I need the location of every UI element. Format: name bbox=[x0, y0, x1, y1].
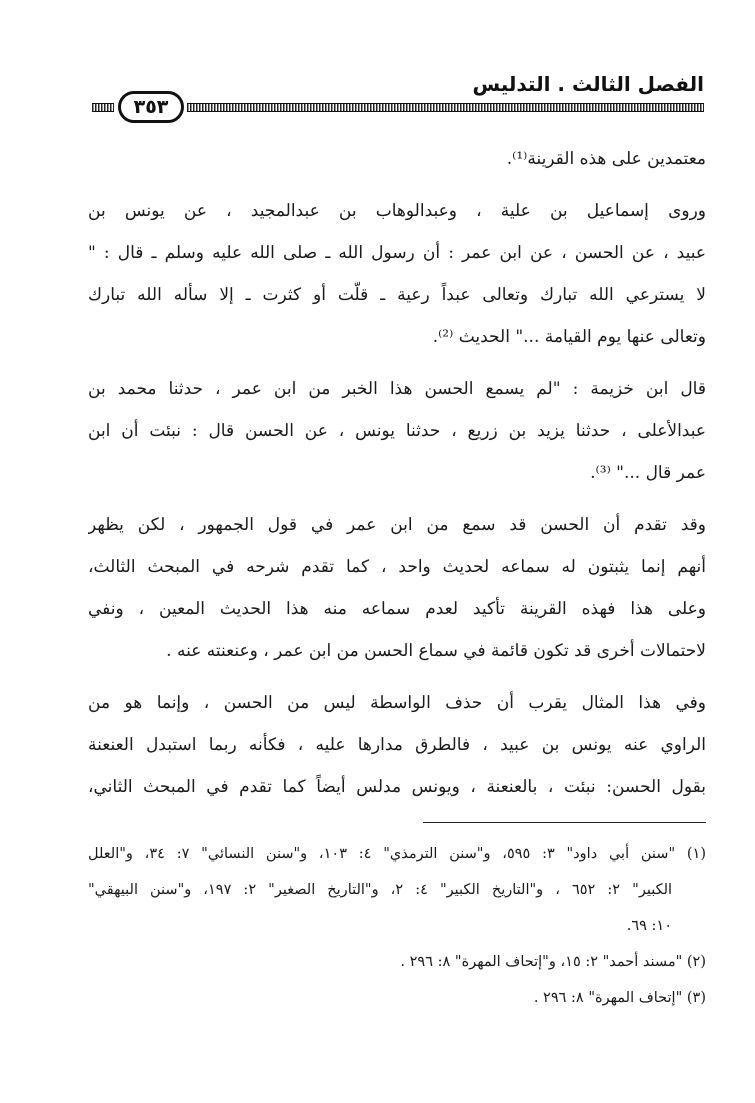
footnote-line: (٢) "مسند أحمد" ٢: ١٥، و"إتحاف المهرة" ٨: ٢٩٦ . bbox=[400, 954, 706, 970]
body-line: أنهم إنما يثبتون له سماعه لحديث واحد ، كما تقدم شرحه في المبحث الثالث، bbox=[88, 557, 706, 577]
body-line: وفي هذا المثال يقرب أن حذف الواسطة ليس من الحسن ، وإنما هو من bbox=[88, 693, 706, 713]
footnote-line: (١) "سنن أبي داود" ٣: ٥٩٥، و"سنن الترمذي" ٤: ١٠٣، و"سنن النسائي" ٧: ٣٤، و"العلل bbox=[88, 846, 706, 862]
body-line: عمر قال ..." ⁽³⁾. bbox=[590, 463, 706, 483]
page-header bbox=[92, 70, 704, 130]
body-line: الراوي عنه يونس بن عبيد ، فالطرق مدارها عليه ، فكأنه ربما استبدل العنعنة bbox=[88, 735, 706, 755]
body-line: وقد تقدم أن الحسن قد سمع من ابن عمر في قول الجمهور ، لكن يظهر bbox=[88, 515, 706, 535]
header-rule-end bbox=[92, 103, 114, 112]
footnote-separator bbox=[423, 822, 706, 823]
body-line: عبيد ، عن الحسن ، عن ابن عمر : أن رسول الله ـ صلى الله عليه وسلم ـ قال : " bbox=[88, 243, 706, 263]
body-line: لاحتمالات أخرى قد تكون قائمة في سماع الحسن من ابن عمر ، وعنعنته عنه . bbox=[166, 641, 706, 661]
footnote-line: ١٠: ٦٩. bbox=[626, 918, 672, 934]
body-line: قال ابن خزيمة : "لم يسمع الحسن هذا الخبر من ابن عمر ، حدثنا محمد بن bbox=[88, 379, 706, 399]
body-line: وتعالى عنها يوم القيامة ..." الحديث ⁽²⁾. bbox=[432, 327, 706, 347]
footnote-line: (٣) "إتحاف المهرة" ٨: ٢٩٦ . bbox=[533, 990, 706, 1006]
body-line: بقول الحسن: نبئت ، بالعنعنة ، ويونس مدلس أيضاً كما تقدم في المبحث الثاني، bbox=[88, 777, 706, 797]
chapter-title: الفصل الثالث . التدليس bbox=[472, 72, 704, 96]
body-line: وروى إسماعيل بن علية ، وعبدالوهاب بن عبدالمجيد ، عن يونس بن bbox=[88, 201, 706, 221]
body-text bbox=[88, 138, 706, 808]
body-line: لا يسترعي الله تبارك وتعالى عبداً رعية ـ قلّت أو كثرت ـ إلا سأله الله تبارك bbox=[88, 285, 706, 305]
footnote-line: الكبير" ٢: ٦٥٢ ، و"التاريخ الكبير" ٤: ٢، و"التاريخ الصغير" ٢: ١٩٧، و"سنن البيهقي" bbox=[88, 882, 673, 898]
body-line: عبدالأعلى ، حدثنا يزيد بن زريع ، حدثنا يونس ، عن الحسن قال : نبئت أن ابن bbox=[88, 421, 706, 441]
body-line: وعلى هذا فهذه القرينة تأكيد لعدم سماعه منه هذا الحديث المعين ، ونفي bbox=[88, 599, 706, 619]
body-line: معتمدين على هذه القرينة⁽¹⁾. bbox=[506, 149, 706, 169]
page-number: ٣٥٣ bbox=[118, 91, 184, 123]
footnotes bbox=[88, 836, 706, 1016]
header-rule bbox=[187, 103, 704, 112]
